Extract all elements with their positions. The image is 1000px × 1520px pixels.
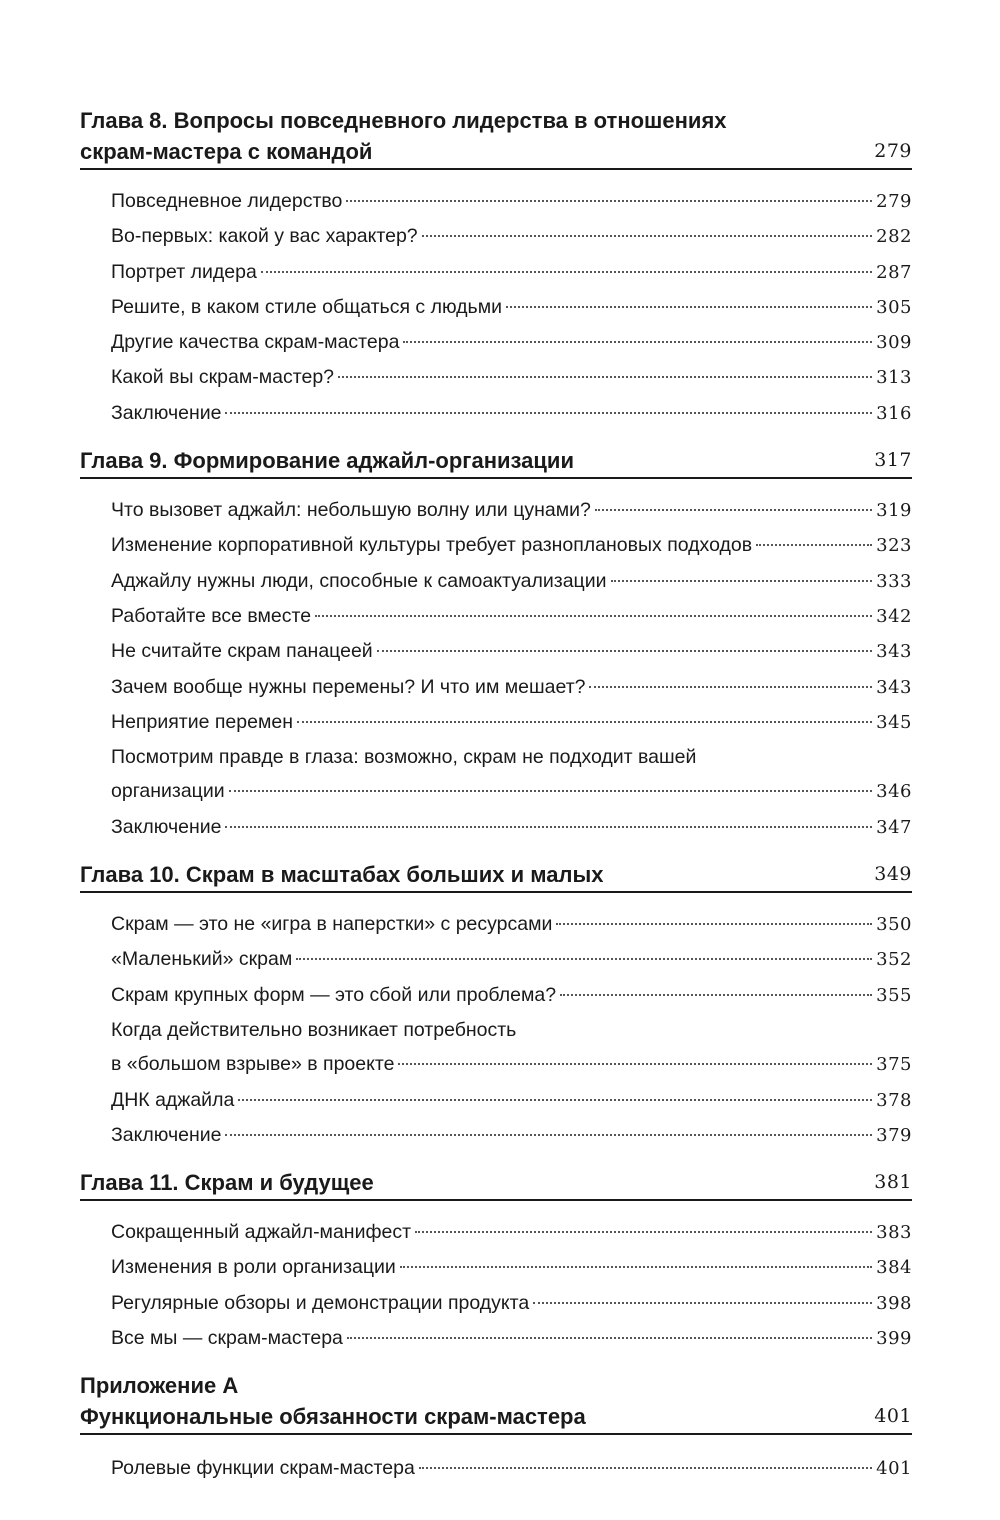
entry-title: в «большом взрыве» в проекте bbox=[111, 1053, 395, 1076]
entry-title: Повседневное лидерство bbox=[111, 190, 343, 212]
dot-leader bbox=[506, 306, 872, 308]
entry-page-number: 333 bbox=[876, 570, 912, 592]
toc-entry[interactable] bbox=[111, 978, 912, 1013]
entry-page-number: 384 bbox=[876, 1257, 912, 1279]
dot-leader bbox=[225, 826, 872, 828]
entry-title: Что вызовет аджайл: небольшую волну или цунами? bbox=[111, 499, 591, 522]
chapter-title-line: Приложение А bbox=[80, 1373, 239, 1399]
toc-entry[interactable] bbox=[111, 360, 912, 395]
chapter-title-line: Функциональные обязанности скрам-мастера bbox=[80, 1404, 586, 1430]
dot-leader bbox=[419, 1467, 872, 1469]
toc-entry[interactable] bbox=[111, 810, 912, 845]
entry-page-number: 343 bbox=[876, 641, 912, 663]
entry-title: Не считайте скрам панацеей bbox=[111, 640, 373, 663]
entry-page-number: 350 bbox=[876, 914, 912, 936]
entry-title: Работайте все вместе bbox=[111, 604, 312, 627]
entry-title: организации bbox=[111, 780, 225, 803]
dot-leader bbox=[756, 544, 872, 546]
dot-leader bbox=[225, 1134, 872, 1136]
dot-leader bbox=[398, 1063, 872, 1065]
dot-leader bbox=[403, 341, 872, 343]
toc-entry[interactable] bbox=[111, 564, 912, 599]
section-list bbox=[80, 1201, 912, 1370]
dot-leader bbox=[229, 790, 873, 792]
section-list bbox=[80, 893, 912, 1167]
toc-entry[interactable] bbox=[111, 1118, 912, 1153]
entry-page-number: 375 bbox=[876, 1054, 912, 1076]
entry-title: Скрам крупных форм — это сбой или проблема? bbox=[111, 983, 557, 1006]
entry-title: Решите, в каком стиле общаться с людьми bbox=[111, 295, 503, 318]
toc-entry[interactable] bbox=[111, 1250, 912, 1285]
entry-title: Зачем вообще нужны перемены? И что им мешает? bbox=[111, 675, 586, 698]
entry-page-number: 398 bbox=[876, 1292, 912, 1314]
chapter-title bbox=[80, 1370, 864, 1432]
dot-leader bbox=[338, 376, 872, 378]
toc-entry[interactable] bbox=[111, 493, 912, 528]
entry-title: Изменения в роли организации bbox=[111, 1256, 396, 1279]
dot-leader bbox=[296, 958, 872, 960]
dot-leader bbox=[422, 235, 872, 237]
entry-title: Ролевые функции скрам-мастера bbox=[111, 1457, 415, 1480]
dot-leader bbox=[560, 994, 872, 996]
toc-entry[interactable] bbox=[111, 705, 912, 740]
toc-entry[interactable] bbox=[111, 396, 912, 431]
entry-page-number: 309 bbox=[876, 332, 912, 354]
entry-title: Регулярные обзоры и демонстрации продукта bbox=[111, 1291, 530, 1314]
chapter-heading bbox=[80, 1370, 912, 1435]
dot-leader bbox=[533, 1302, 872, 1304]
toc-entry[interactable] bbox=[111, 1083, 912, 1118]
table-of-contents bbox=[80, 105, 912, 1501]
dot-leader bbox=[556, 923, 872, 925]
chapter-8 bbox=[80, 105, 912, 445]
chapter-title-line: Глава 11. Скрам и будущее bbox=[80, 1170, 374, 1196]
entry-title: Скрам — это не «игра в наперстки» с ресурсами bbox=[111, 913, 553, 936]
toc-entry[interactable] bbox=[111, 942, 912, 977]
entry-title: Изменение корпоративной культуры требует разноплановых подходов bbox=[111, 534, 753, 557]
chapter-page-number: 381 bbox=[874, 1171, 912, 1194]
chapter-title-line: Глава 9. Формирование аджайл-организации bbox=[80, 448, 574, 474]
entry-title: Неприятие перемен bbox=[111, 710, 293, 733]
toc-entry[interactable] bbox=[111, 255, 912, 290]
chapter-heading bbox=[80, 105, 912, 170]
chapter-title-line: Глава 8. Вопросы повседневного лидерства в отношениях bbox=[80, 108, 727, 133]
entry-page-number: 401 bbox=[876, 1458, 912, 1480]
chapter-title bbox=[80, 445, 864, 476]
entry-page-number: 342 bbox=[876, 605, 912, 627]
chapter-page-number: 317 bbox=[874, 449, 912, 472]
toc-entry[interactable] bbox=[111, 184, 912, 219]
dot-leader bbox=[346, 200, 872, 202]
chapter-heading bbox=[80, 1167, 912, 1201]
dot-leader bbox=[261, 271, 872, 273]
entry-title: Какой вы скрам-мастер? bbox=[111, 366, 335, 389]
entry-title: Во-первых: какой у вас характер? bbox=[111, 225, 418, 248]
dot-leader bbox=[400, 1266, 872, 1268]
chapter-heading bbox=[80, 859, 912, 893]
entry-page-number: 355 bbox=[876, 984, 912, 1006]
toc-entry[interactable] bbox=[111, 634, 912, 669]
entry-title-lead: Когда действительно возникает потребность bbox=[111, 1018, 517, 1041]
chapter-11 bbox=[80, 1167, 912, 1370]
entry-page-number: 345 bbox=[876, 711, 912, 733]
entry-page-number: 383 bbox=[876, 1222, 912, 1244]
toc-entry[interactable] bbox=[111, 325, 912, 360]
appendix-a bbox=[80, 1370, 912, 1500]
entry-title: Заключение bbox=[111, 1123, 222, 1146]
entry-page-number: 313 bbox=[876, 367, 912, 389]
entry-page-number: 305 bbox=[876, 296, 912, 318]
toc-entry[interactable] bbox=[111, 1013, 912, 1083]
toc-entry[interactable] bbox=[111, 1451, 912, 1486]
toc-entry[interactable] bbox=[111, 907, 912, 942]
dot-leader bbox=[611, 580, 873, 582]
chapter-page-number: 401 bbox=[874, 1405, 912, 1428]
entry-page-number: 399 bbox=[876, 1328, 912, 1350]
entry-page-number: 352 bbox=[876, 949, 912, 971]
entry-page-number: 379 bbox=[876, 1124, 912, 1146]
chapter-9 bbox=[80, 445, 912, 859]
entry-title: ДНК аджайла bbox=[111, 1088, 235, 1111]
entry-title: Заключение bbox=[111, 815, 222, 838]
section-list bbox=[80, 1435, 912, 1500]
chapter-page-number: 279 bbox=[874, 140, 912, 162]
toc-entry[interactable] bbox=[111, 599, 912, 634]
entry-page-number: 343 bbox=[876, 676, 912, 698]
dot-leader bbox=[315, 615, 872, 617]
entry-page-number: 378 bbox=[876, 1089, 912, 1111]
dot-leader bbox=[225, 412, 872, 414]
entry-title-lead: Посмотрим правде в глаза: возможно, скрам не подходит вашей bbox=[111, 746, 697, 769]
entry-page-number: 347 bbox=[876, 816, 912, 838]
chapter-title-line: скрам-мастера с командой bbox=[80, 139, 373, 164]
toc-entry[interactable] bbox=[111, 290, 912, 325]
entry-page-number: 319 bbox=[876, 500, 912, 522]
dot-leader bbox=[377, 650, 872, 652]
dot-leader bbox=[415, 1231, 872, 1233]
chapter-10 bbox=[80, 859, 912, 1167]
entry-title: Портрет лидера bbox=[111, 260, 257, 283]
dot-leader bbox=[589, 686, 872, 688]
section-list bbox=[80, 170, 912, 445]
chapter-page-number: 349 bbox=[874, 863, 912, 886]
dot-leader bbox=[297, 721, 872, 723]
entry-title: Заключение bbox=[111, 401, 222, 424]
toc-entry[interactable] bbox=[111, 219, 912, 254]
entry-title: Все мы — скрам-мастера bbox=[111, 1327, 343, 1350]
chapter-title bbox=[80, 105, 864, 167]
chapter-title-line: Глава 10. Скрам в масштабах больших и малых bbox=[80, 862, 604, 888]
entry-page-number: 323 bbox=[876, 535, 912, 557]
dot-leader bbox=[595, 509, 872, 511]
chapter-heading bbox=[80, 445, 912, 479]
dot-leader bbox=[238, 1099, 872, 1101]
entry-title: Аджайлу нужны люди, способные к самоактуализации bbox=[111, 569, 607, 592]
dot-leader bbox=[347, 1337, 872, 1339]
chapter-title bbox=[80, 1167, 864, 1198]
entry-title: «Маленький» скрам bbox=[111, 948, 293, 971]
chapter-title bbox=[80, 859, 864, 890]
toc-entry[interactable] bbox=[111, 670, 912, 705]
entry-page-number: 346 bbox=[876, 781, 912, 803]
entry-title: Другие качества скрам-мастера bbox=[111, 331, 400, 354]
entry-page-number: 282 bbox=[876, 226, 912, 248]
toc-entry[interactable] bbox=[111, 528, 912, 563]
entry-page-number: 316 bbox=[876, 402, 912, 424]
entry-page-number: 287 bbox=[876, 261, 912, 283]
toc-entry[interactable] bbox=[111, 740, 912, 810]
section-list bbox=[80, 479, 912, 859]
toc-entry[interactable] bbox=[111, 1286, 912, 1321]
entry-page-number: 279 bbox=[876, 191, 912, 212]
toc-entry[interactable] bbox=[111, 1321, 912, 1356]
entry-title: Сокращенный аджайл-манифест bbox=[111, 1221, 412, 1244]
toc-entry[interactable] bbox=[111, 1215, 912, 1250]
